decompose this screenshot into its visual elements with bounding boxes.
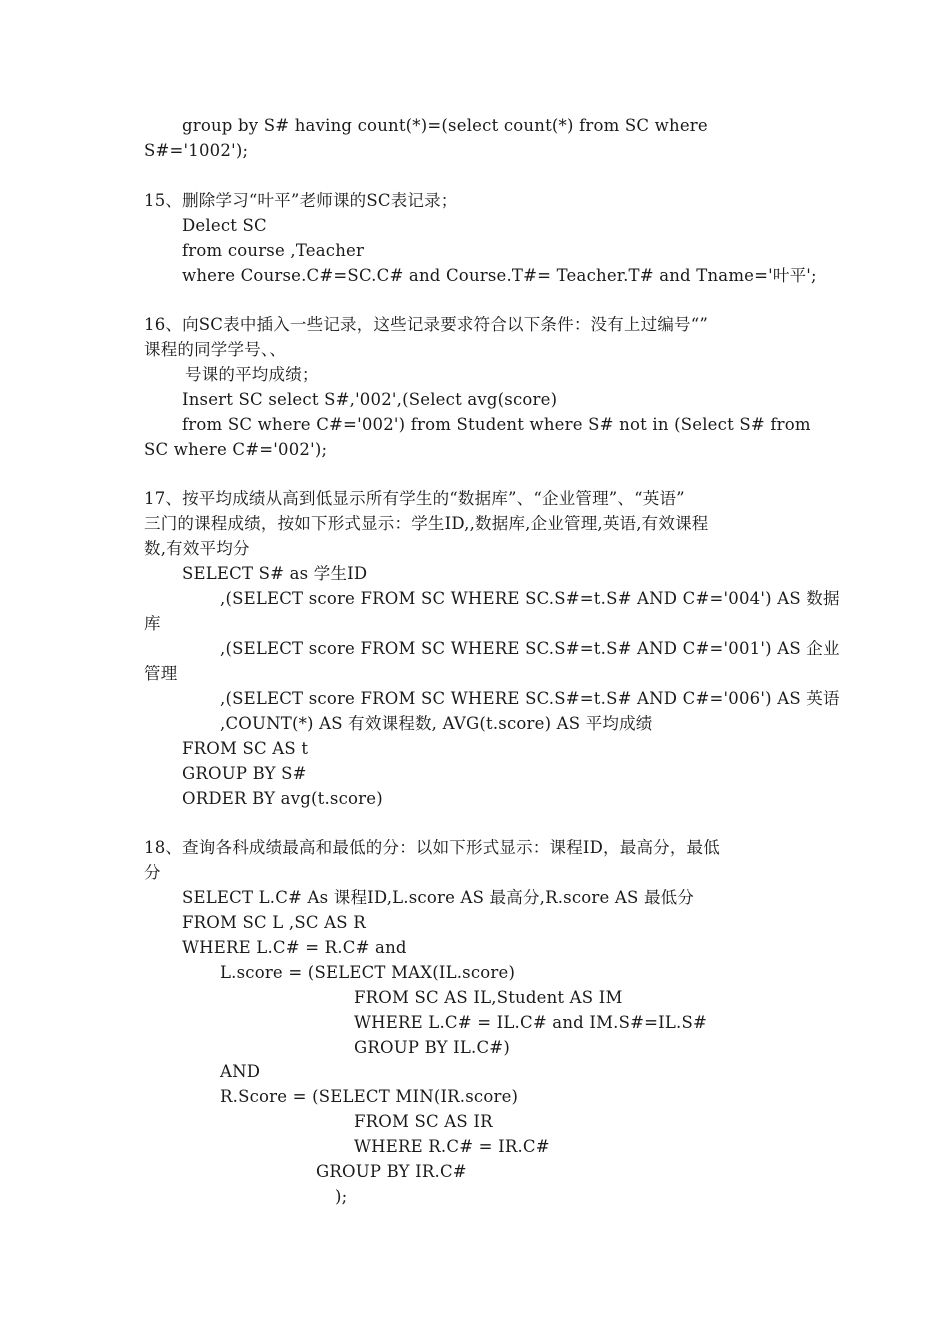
q18-title-line-2: 分 xyxy=(144,863,161,882)
q18-code-line-12: GROUP BY IR.C# xyxy=(316,1162,467,1181)
q15-code-line-2: from course ,Teacher xyxy=(182,241,365,260)
q15-code-line-3: where Course.C#=SC.C# and Course.T#= Teacher.T# and Tname='叶平'; xyxy=(182,266,817,285)
q17-code-line-5: ,COUNT(*) AS 有效课程数, AVG(t.score) AS 平均成绩 xyxy=(220,714,653,733)
q18-code-line-7: GROUP BY IL.C#) xyxy=(354,1038,510,1057)
q17-code-line-6: FROM SC AS t xyxy=(182,739,309,758)
q18-code-line-3: WHERE L.C# = R.C# and xyxy=(182,938,407,957)
q16-code-line-1: Insert SC select S#,'002',(Select avg(score) xyxy=(182,390,558,409)
q17-code-line-4: ,(SELECT score FROM SC WHERE SC.S#=t.S# AND C#='006') AS 英语 xyxy=(220,689,840,708)
q17-title-line-2: 三门的课程成绩，按如下形式显示：学生ID,,数据库,企业管理,英语,有效课程 xyxy=(144,514,709,533)
q17-title-line-1: 17、按平均成绩从高到低显示所有学生的“数据库”、“企业管理”、“英语” xyxy=(144,489,685,508)
q16-title-line-3: 号课的平均成绩； xyxy=(185,365,319,384)
q17-code-line-3a: ,(SELECT score FROM SC WHERE SC.S#=t.S# AND C#='001') AS 企业 xyxy=(220,639,840,658)
q15-title: 15、删除学习“叶平”老师课的SC表记录； xyxy=(144,191,458,210)
q14-code-line-1: group by S# having count(*)=(select count(*) from SC where xyxy=(182,116,708,135)
q18-code-line-9: R.Score = (SELECT MIN(IR.score) xyxy=(220,1087,519,1106)
q17-code-line-7: GROUP BY S# xyxy=(182,764,307,783)
q18-code-line-2: FROM SC L ,SC AS R xyxy=(182,913,366,932)
q15-code-line-1: Delect SC xyxy=(182,216,267,235)
q18-code-line-11: WHERE R.C# = IR.C# xyxy=(354,1137,550,1156)
q18-code-line-8: AND xyxy=(220,1062,261,1081)
q18-code-line-4: L.score = (SELECT MAX(IL.score) xyxy=(220,963,516,982)
q16-title-line-1: 16、向SC表中插入一些记录，这些记录要求符合以下条件：没有上过编号“” xyxy=(144,315,708,334)
q14-code-line-2: S#='1002'); xyxy=(144,141,249,160)
q18-code-line-10: FROM SC AS IR xyxy=(354,1112,493,1131)
q17-title-line-3: 数,有效平均分 xyxy=(144,539,250,558)
q17-code-line-1: SELECT S# as 学生ID xyxy=(182,564,368,583)
q18-code-line-1: SELECT L.C# As 课程ID,L.score AS 最高分,R.score AS 最低分 xyxy=(182,888,695,907)
q17-code-line-2a: ,(SELECT score FROM SC WHERE SC.S#=t.S# AND C#='004') AS 数据 xyxy=(220,589,840,608)
q16-code-line-3: SC where C#='002'); xyxy=(144,440,328,459)
q16-code-line-2: from SC where C#='002') from Student where S# not in (Select S# from xyxy=(182,415,811,434)
q18-code-line-13: ); xyxy=(335,1187,348,1206)
q18-code-line-6: WHERE L.C# = IL.C# and IM.S#=IL.S# xyxy=(354,1013,708,1032)
q16-title-line-2: 课程的同学学号、、 xyxy=(144,340,287,359)
q18-code-line-5: FROM SC AS IL,Student AS IM xyxy=(354,988,623,1007)
q17-code-line-2b: 库 xyxy=(144,614,161,633)
q18-title-line-1: 18、查询各科成绩最高和最低的分：以如下形式显示：课程ID，最高分，最低 xyxy=(144,838,720,857)
q17-code-line-8: ORDER BY avg(t.score) xyxy=(182,789,383,808)
q17-code-line-3b: 管理 xyxy=(144,664,178,683)
